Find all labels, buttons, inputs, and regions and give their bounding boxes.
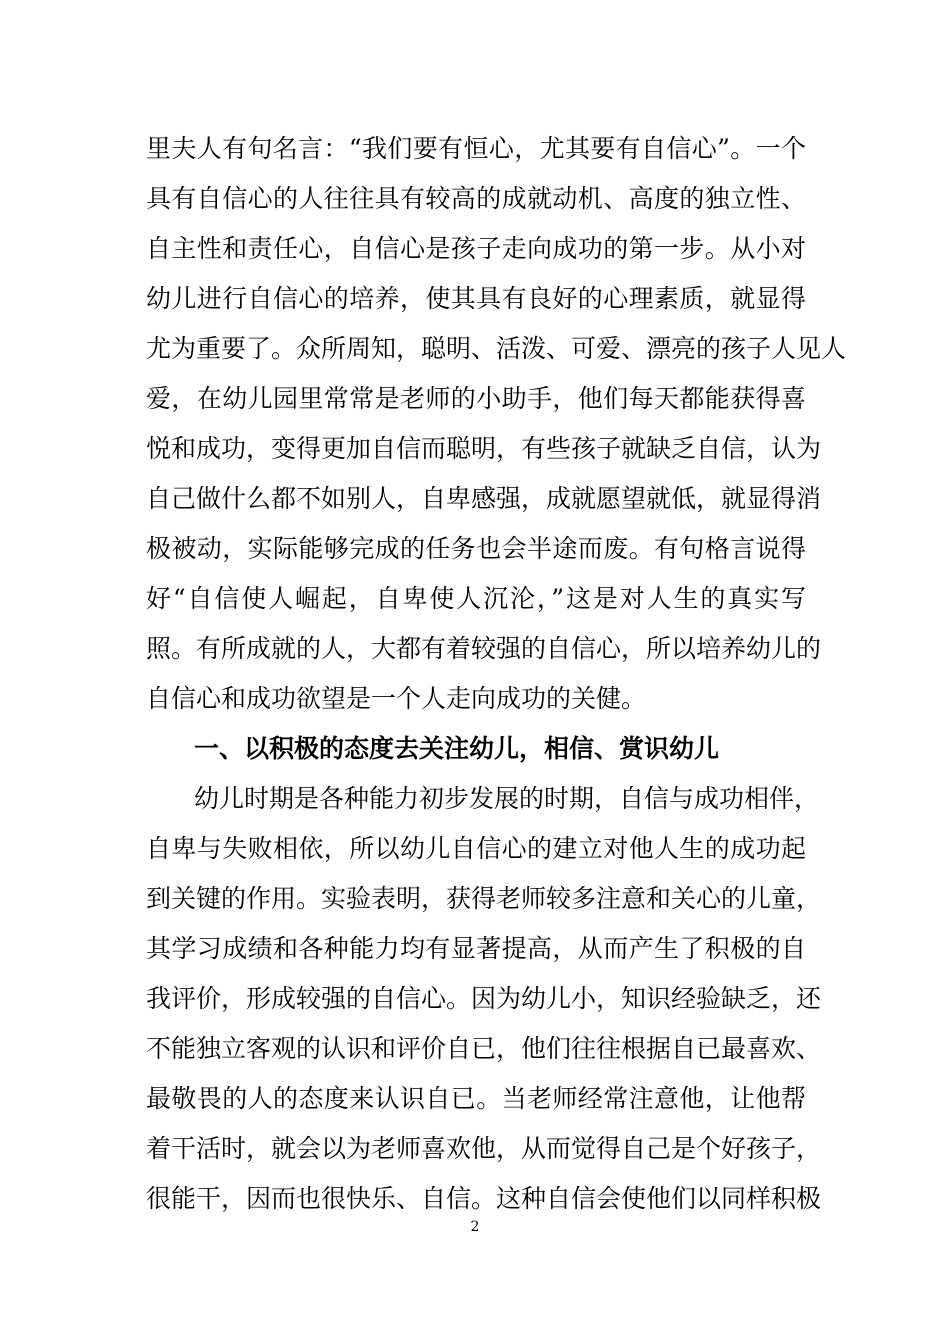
paragraph-line: 幼儿时期是各种能力初步发展的时期，自信与成功相伴， (194, 784, 820, 813)
paragraph-line: 极被动，实际能够完成的任务也会半途而废。有句格言说得 (146, 534, 806, 563)
page-number: 2 (470, 1219, 480, 1235)
paragraph-line: 悦和成功，变得更加自信而聪明，有些孩子就缺乏自信，认为 (146, 434, 822, 463)
paragraph-line: 尤为重要了。众所周知，聪明、活泼、可爱、漂亮的孩子人见人 (146, 334, 847, 363)
section-heading: 一、以积极的态度去关注幼儿，相信、赏识幼儿 (194, 734, 720, 763)
paragraph-line: 着干活时，就会以为老师喜欢他，从而觉得自己是个好孩子， (146, 1134, 822, 1163)
paragraph-line: 到关键的作用。实验表明，获得老师较多注意和关心的儿童， (146, 884, 822, 913)
paragraph-line: 幼儿进行自信心的培养，使其具有良好的心理素质，就显得 (146, 284, 806, 313)
paragraph-line: 自主性和责任心，自信心是孩子走向成功的第一步。从小对 (146, 234, 806, 263)
paragraph-line: 很能干，因而也很快乐、自信。这种自信会使他们以同样积极 (146, 1184, 822, 1213)
paragraph-line: 我评价，形成较强的自信心。因为幼儿小，知识经验缺乏，还 (146, 984, 822, 1013)
paragraph-line: 里夫人有句名言：“我们要有恒心，尤其要有自信心”。一个 (146, 134, 806, 163)
paragraph-line: 好“自信使人崛起，自卑使人沉沦，”这是对人生的真实写 (146, 584, 806, 613)
paragraph-line: 自卑与失败相依，所以幼儿自信心的建立对他人生的成功起 (146, 834, 806, 863)
paragraph-line: 不能独立客观的认识和评价自已，他们往往根据自已最喜欢、 (146, 1034, 822, 1063)
paragraph-line: 爱，在幼儿园里常常是老师的小助手，他们每天都能获得喜 (146, 384, 806, 413)
paragraph-line: 其学习成绩和各种能力均有显著提高，从而产生了积极的自 (146, 934, 806, 963)
paragraph-line: 具有自信心的人往往具有较高的成就动机、高度的独立性、 (146, 184, 806, 213)
paragraph-line: 最敬畏的人的态度来认识自已。当老师经常注意他，让他帮 (146, 1084, 806, 1113)
paragraph-line: 照。有所成就的人，大都有着较强的自信心，所以培养幼儿的 (146, 634, 822, 663)
paragraph-line: 自己做什么都不如别人，自卑感强，成就愿望就低，就显得消 (146, 484, 822, 513)
paragraph-line: 自信心和成功欲望是一个人走向成功的关健。 (146, 684, 647, 713)
